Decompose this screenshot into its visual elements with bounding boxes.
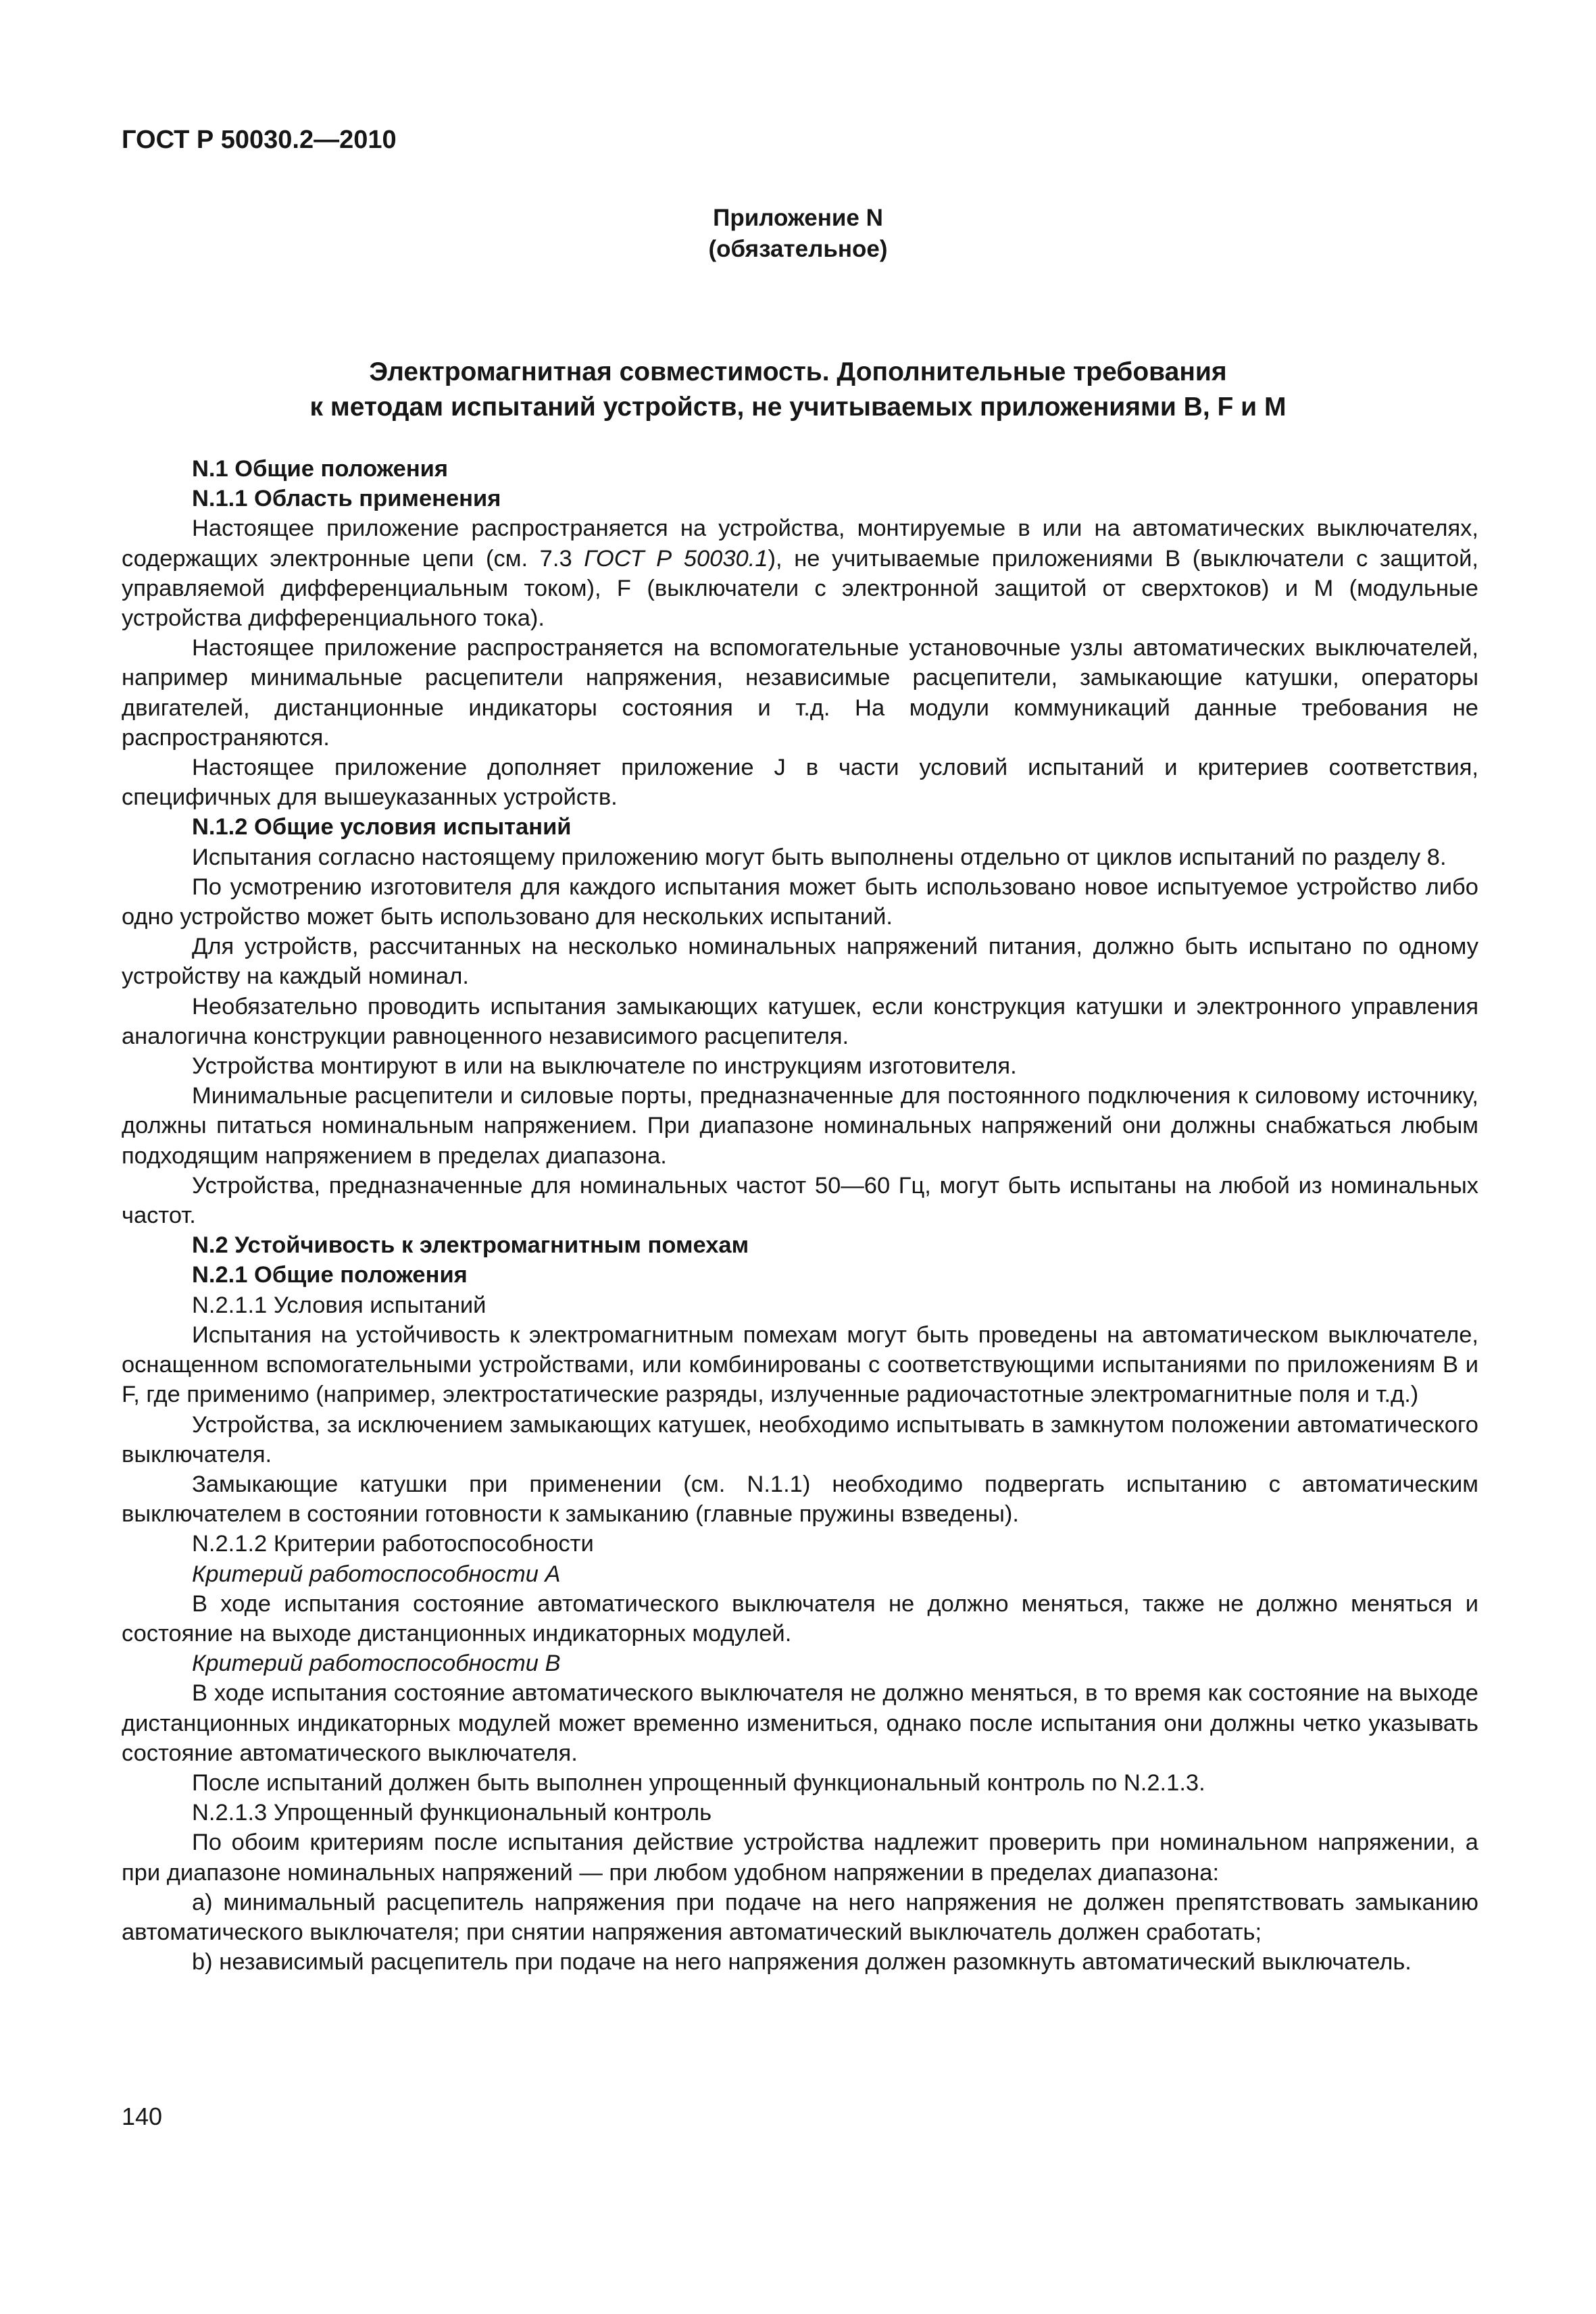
paragraph-functional-check: По обоим критериям после испытания действие устройства надлежит проверить при номинальном напряжении, а при диапазоне номинальных напряжений — при любом удобном напряжении в пределах диапазона: <box>122 1830 1478 1886</box>
criterion-b-heading: Критерий работоспособности B <box>192 1651 561 1677</box>
paragraph-immunity-3: Замыкающие катушки при применении (см. N.1.1) необходимо подвергать испытанию с автоматическим выключателем в состоянии готовности к замыканию (главные пружины взведены). <box>122 1471 1478 1528</box>
paragraph-test-conditions-4: Необязательно проводить испытания замыкающих катушек, если конструкция катушки и электронного управления аналогична конструкции равноценного независимого расцепителя. <box>122 993 1478 1049</box>
paragraph-test-conditions-1: Испытания согласно настоящему приложению могут быть выполнены отдельно от циклов испытаний по разделу 8. <box>192 844 1447 870</box>
clause-heading-n2-1-2: N.2.1.2 Критерии работоспособности <box>192 1531 594 1557</box>
annex-title-line-1: Электромагнитная совместимость. Дополнительные требования <box>369 357 1227 386</box>
annex-title-line-2: к методам испытаний устройств, не учитываемых приложениями B, F и M <box>309 393 1287 422</box>
page-number: 140 <box>122 2103 163 2130</box>
annex-heading <box>0 203 1596 265</box>
paragraph-test-conditions-5: Устройства монтируют в или на выключателе по инструкциям изготовителя. <box>192 1053 1017 1080</box>
section-heading-n2: N.2 Устойчивость к электромагнитным помехам <box>192 1232 749 1259</box>
subsection-heading-n1-2: N.1.2 Общие условия испытаний <box>192 814 572 840</box>
paragraph-scope-1-text-b: ), не учитываемые приложениями B (выключатели с защитой, управляемой дифференциальным током), F (выключатели с электронной защитой от сверхтоков) и M (модульные устройства дифференциального тока). <box>122 545 1478 632</box>
clause-heading-n2-1-1: N.2.1.1 Условия испытаний <box>192 1292 487 1318</box>
list-item-a: a) минимальный расцепитель напряжения при подаче на него напряжения не должен препятствовать замыканию автоматического выключателя; при снятии напряжения автоматический выключатель должен сработать; <box>122 1889 1478 1945</box>
paragraph-criterion-a: В ходе испытания состояние автоматического выключателя не должно меняться, также не должно меняться и состояние на выходе дистанционных индикаторных модулей. <box>122 1590 1478 1646</box>
paragraph-test-conditions-7: Устройства, предназначенные для номинальных частот 50—60 Гц, могут быть испытаны на любой из номинальных частот. <box>122 1172 1478 1229</box>
paragraph-after-tests: После испытаний должен быть выполнен упрощенный функциональный контроль по N.2.1.3. <box>192 1769 1205 1796</box>
standard-reference: ГОСТ Р 50030.1 <box>584 545 768 572</box>
paragraph-scope-2: Настоящее приложение распространяется на вспомогательные установочные узлы автоматических выключателей, например минимальные расцепители напряжения, независимые расцепители, замыкающие катушки, операторы двигателей, дистанционные индикаторы состояния и т.д. На модули коммуникаций данные требования не распространяются. <box>122 635 1478 751</box>
criterion-a-heading: Критерий работоспособности A <box>192 1561 561 1587</box>
paragraph-immunity-2: Устройства, за исключением замыкающих катушек, необходимо испытывать в замкнутом положении автоматического выключателя. <box>122 1411 1478 1467</box>
document-code-header: ГОСТ Р 50030.2—2010 <box>122 126 397 154</box>
annex-status: (обязательное) <box>708 236 888 262</box>
annex-label: Приложение N <box>713 205 883 231</box>
subsection-heading-n2-1: N.2.1 Общие положения <box>192 1262 468 1288</box>
list-item-b: b) независимый расцепитель при подаче на него напряжения должен разомкнуть автоматический выключатель. <box>192 1949 1412 1976</box>
document-body <box>122 454 1478 1977</box>
paragraph-scope-3: Настоящее приложение дополняет приложение J в части условий испытаний и критериев соответствия, специфичных для вышеуказанных устройств. <box>122 755 1478 811</box>
paragraph-test-conditions-3: Для устройств, рассчитанных на несколько номинальных напряжений питания, должно быть испытано по одному устройству на каждый номинал. <box>122 934 1478 990</box>
annex-title <box>0 355 1596 425</box>
section-heading-n1: N.1 Общие положения <box>192 456 449 482</box>
paragraph-immunity-1: Испытания на устойчивость к электромагнитным помехам могут быть проведены на автоматическом выключателе, оснащенном вспомогательными устройствами, или комбинированы с соответствующими испытаниями по приложениям B и F, где применимо (например, электростатические разряды, излученные радиочастотные электромагнитные поля и т.д.) <box>122 1322 1478 1408</box>
paragraph-scope-1 <box>122 513 1478 633</box>
subsection-heading-n1-1: N.1.1 Область применения <box>192 486 501 512</box>
paragraph-criterion-b: В ходе испытания состояние автоматического выключателя не должно меняться, в то время как состояние на выходе дистанционных индикаторных модулей может временно измениться, однако после испытания они должны четко указывать состояние автоматического выключателя. <box>122 1680 1478 1766</box>
clause-heading-n2-1-3: N.2.1.3 Упрощенный функциональный контроль <box>192 1800 712 1826</box>
paragraph-test-conditions-6: Минимальные расцепители и силовые порты, предназначенные для постоянного подключения к силовому источнику, должны питаться номинальным напряжением. При диапазоне номинальных напряжений они должны снабжаться любым подходящим напряжением в пределах диапазона. <box>122 1083 1478 1169</box>
paragraph-scope-1-text-a: Настоящее приложение распространяется на устройства, монтируемые в или на автоматических выключателях, содержащих электронные цепи (см. 7.3 <box>122 515 1478 572</box>
paragraph-test-conditions-2: По усмотрению изготовителя для каждого испытания может быть использовано новое испытуемое устройство либо одно устройство может быть использовано для нескольких испытаний. <box>122 874 1478 930</box>
